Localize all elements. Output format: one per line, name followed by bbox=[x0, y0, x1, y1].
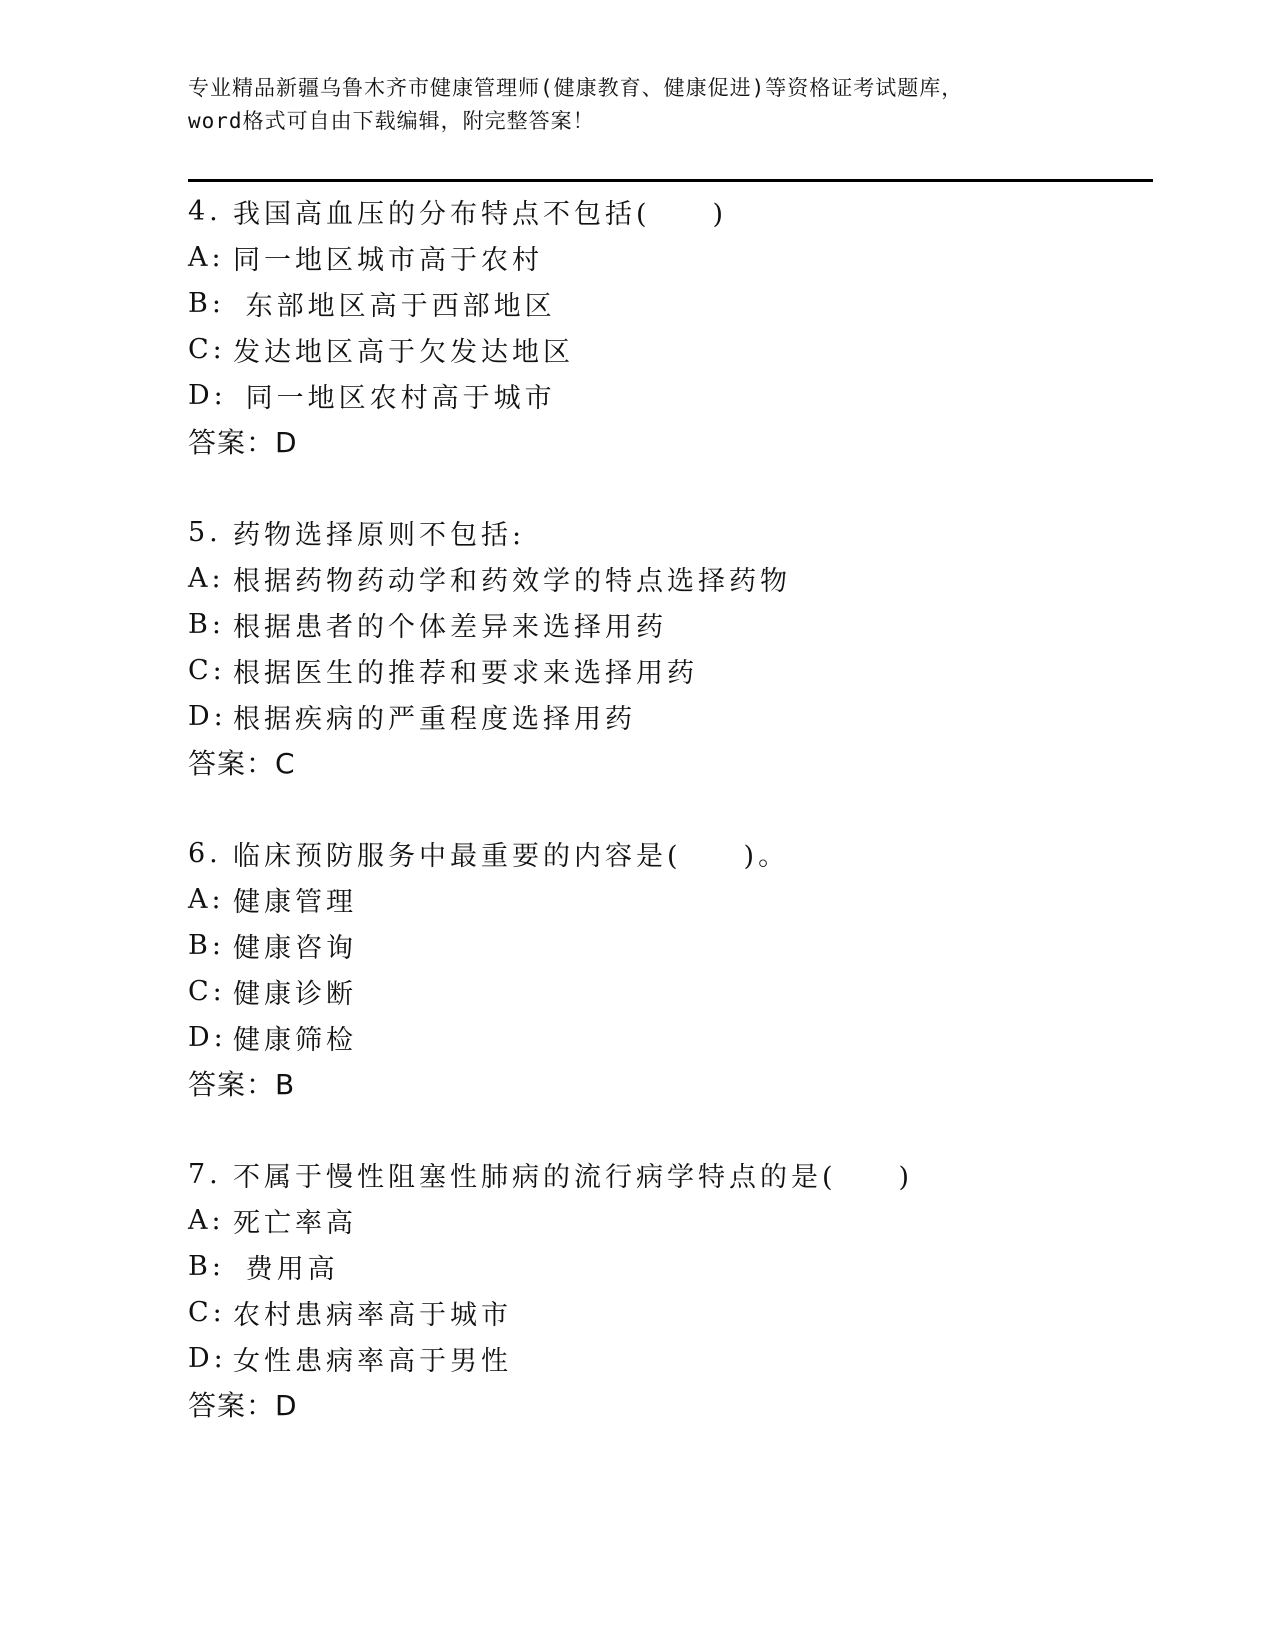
option-text: 发达地区高于欠发达地区 bbox=[233, 336, 574, 368]
option-letter: A: bbox=[188, 883, 225, 915]
option-text: 根据药物药动学和药效学的特点选择药物 bbox=[233, 565, 791, 597]
option-text: 根据疾病的严重程度选择用药 bbox=[233, 703, 636, 735]
option-d bbox=[188, 693, 1138, 739]
spacer bbox=[188, 464, 1138, 509]
header-line-2: word格式可自由下载编辑，附完整答案！ bbox=[188, 109, 595, 133]
answer: 答案：D bbox=[188, 1389, 298, 1422]
question-list bbox=[188, 188, 1138, 1427]
option-letter: C: bbox=[188, 1296, 226, 1328]
option-text: 东部地区高于西部地区 bbox=[233, 290, 556, 322]
document-header bbox=[188, 72, 1068, 138]
option-b bbox=[188, 1243, 1138, 1289]
answer: 答案：C bbox=[188, 747, 296, 780]
option-letter: C: bbox=[188, 654, 226, 686]
option-letter: D: bbox=[188, 700, 227, 732]
question-text: 不属于慢性阻塞性肺病的流行病学特点的是( ) bbox=[233, 1161, 914, 1193]
option-text: 死亡率高 bbox=[233, 1207, 357, 1239]
header-line-1: 专业精品新疆乌鲁木齐市健康管理师(健康教育、健康促进)等资格证考试题库， bbox=[188, 76, 964, 100]
question-stem bbox=[188, 830, 1138, 876]
question-stem bbox=[188, 1151, 1138, 1197]
question-number: 7. bbox=[188, 1158, 222, 1190]
option-letter: A: bbox=[188, 562, 225, 594]
option-b bbox=[188, 280, 1138, 326]
question-stem bbox=[188, 509, 1138, 555]
answer: 答案：B bbox=[188, 1068, 296, 1101]
option-text: 健康管理 bbox=[233, 886, 357, 918]
option-letter: B: bbox=[188, 287, 225, 319]
option-b bbox=[188, 601, 1138, 647]
option-letter: A: bbox=[188, 241, 225, 273]
option-letter: B: bbox=[188, 929, 225, 961]
option-text: 同一地区城市高于农村 bbox=[233, 244, 543, 276]
question-number: 4. bbox=[188, 195, 222, 227]
option-c bbox=[188, 1289, 1138, 1335]
answer: 答案：D bbox=[188, 426, 298, 459]
option-d bbox=[188, 1014, 1138, 1060]
option-d bbox=[188, 372, 1138, 418]
question-text: 临床预防服务中最重要的内容是( )。 bbox=[233, 840, 790, 872]
question-item bbox=[188, 188, 1138, 464]
option-text: 健康筛检 bbox=[233, 1024, 357, 1056]
spacer bbox=[188, 1106, 1138, 1151]
option-text: 健康诊断 bbox=[233, 978, 357, 1010]
option-d bbox=[188, 1335, 1138, 1381]
option-text: 女性患病率高于男性 bbox=[233, 1345, 512, 1377]
question-item bbox=[188, 830, 1138, 1106]
question-text: 我国高血压的分布特点不包括( ) bbox=[233, 198, 728, 230]
option-a bbox=[188, 234, 1138, 280]
header-divider bbox=[188, 179, 1153, 182]
option-letter: B: bbox=[188, 608, 225, 640]
question-item bbox=[188, 1151, 1138, 1427]
option-c bbox=[188, 968, 1138, 1014]
option-text: 费用高 bbox=[233, 1253, 339, 1285]
option-letter: D: bbox=[188, 1021, 227, 1053]
spacer bbox=[188, 785, 1138, 830]
option-c bbox=[188, 647, 1138, 693]
option-a bbox=[188, 1197, 1138, 1243]
question-text: 药物选择原则不包括: bbox=[233, 519, 526, 551]
option-text: 根据医生的推荐和要求来选择用药 bbox=[233, 657, 698, 689]
question-number: 6. bbox=[188, 837, 222, 869]
option-text: 同一地区农村高于城市 bbox=[233, 382, 556, 414]
question-item bbox=[188, 509, 1138, 785]
option-a bbox=[188, 555, 1138, 601]
option-letter: B: bbox=[188, 1250, 225, 1282]
option-text: 根据患者的个体差异来选择用药 bbox=[233, 611, 667, 643]
option-c bbox=[188, 326, 1138, 372]
question-stem bbox=[188, 188, 1138, 234]
option-a bbox=[188, 876, 1138, 922]
option-text: 农村患病率高于城市 bbox=[233, 1299, 512, 1331]
option-text: 健康咨询 bbox=[233, 932, 357, 964]
option-letter: C: bbox=[188, 975, 226, 1007]
option-letter: D: bbox=[188, 379, 227, 411]
option-letter: A: bbox=[188, 1204, 225, 1236]
option-letter: C: bbox=[188, 333, 226, 365]
option-letter: D: bbox=[188, 1342, 227, 1374]
question-number: 5. bbox=[188, 516, 222, 548]
option-b bbox=[188, 922, 1138, 968]
